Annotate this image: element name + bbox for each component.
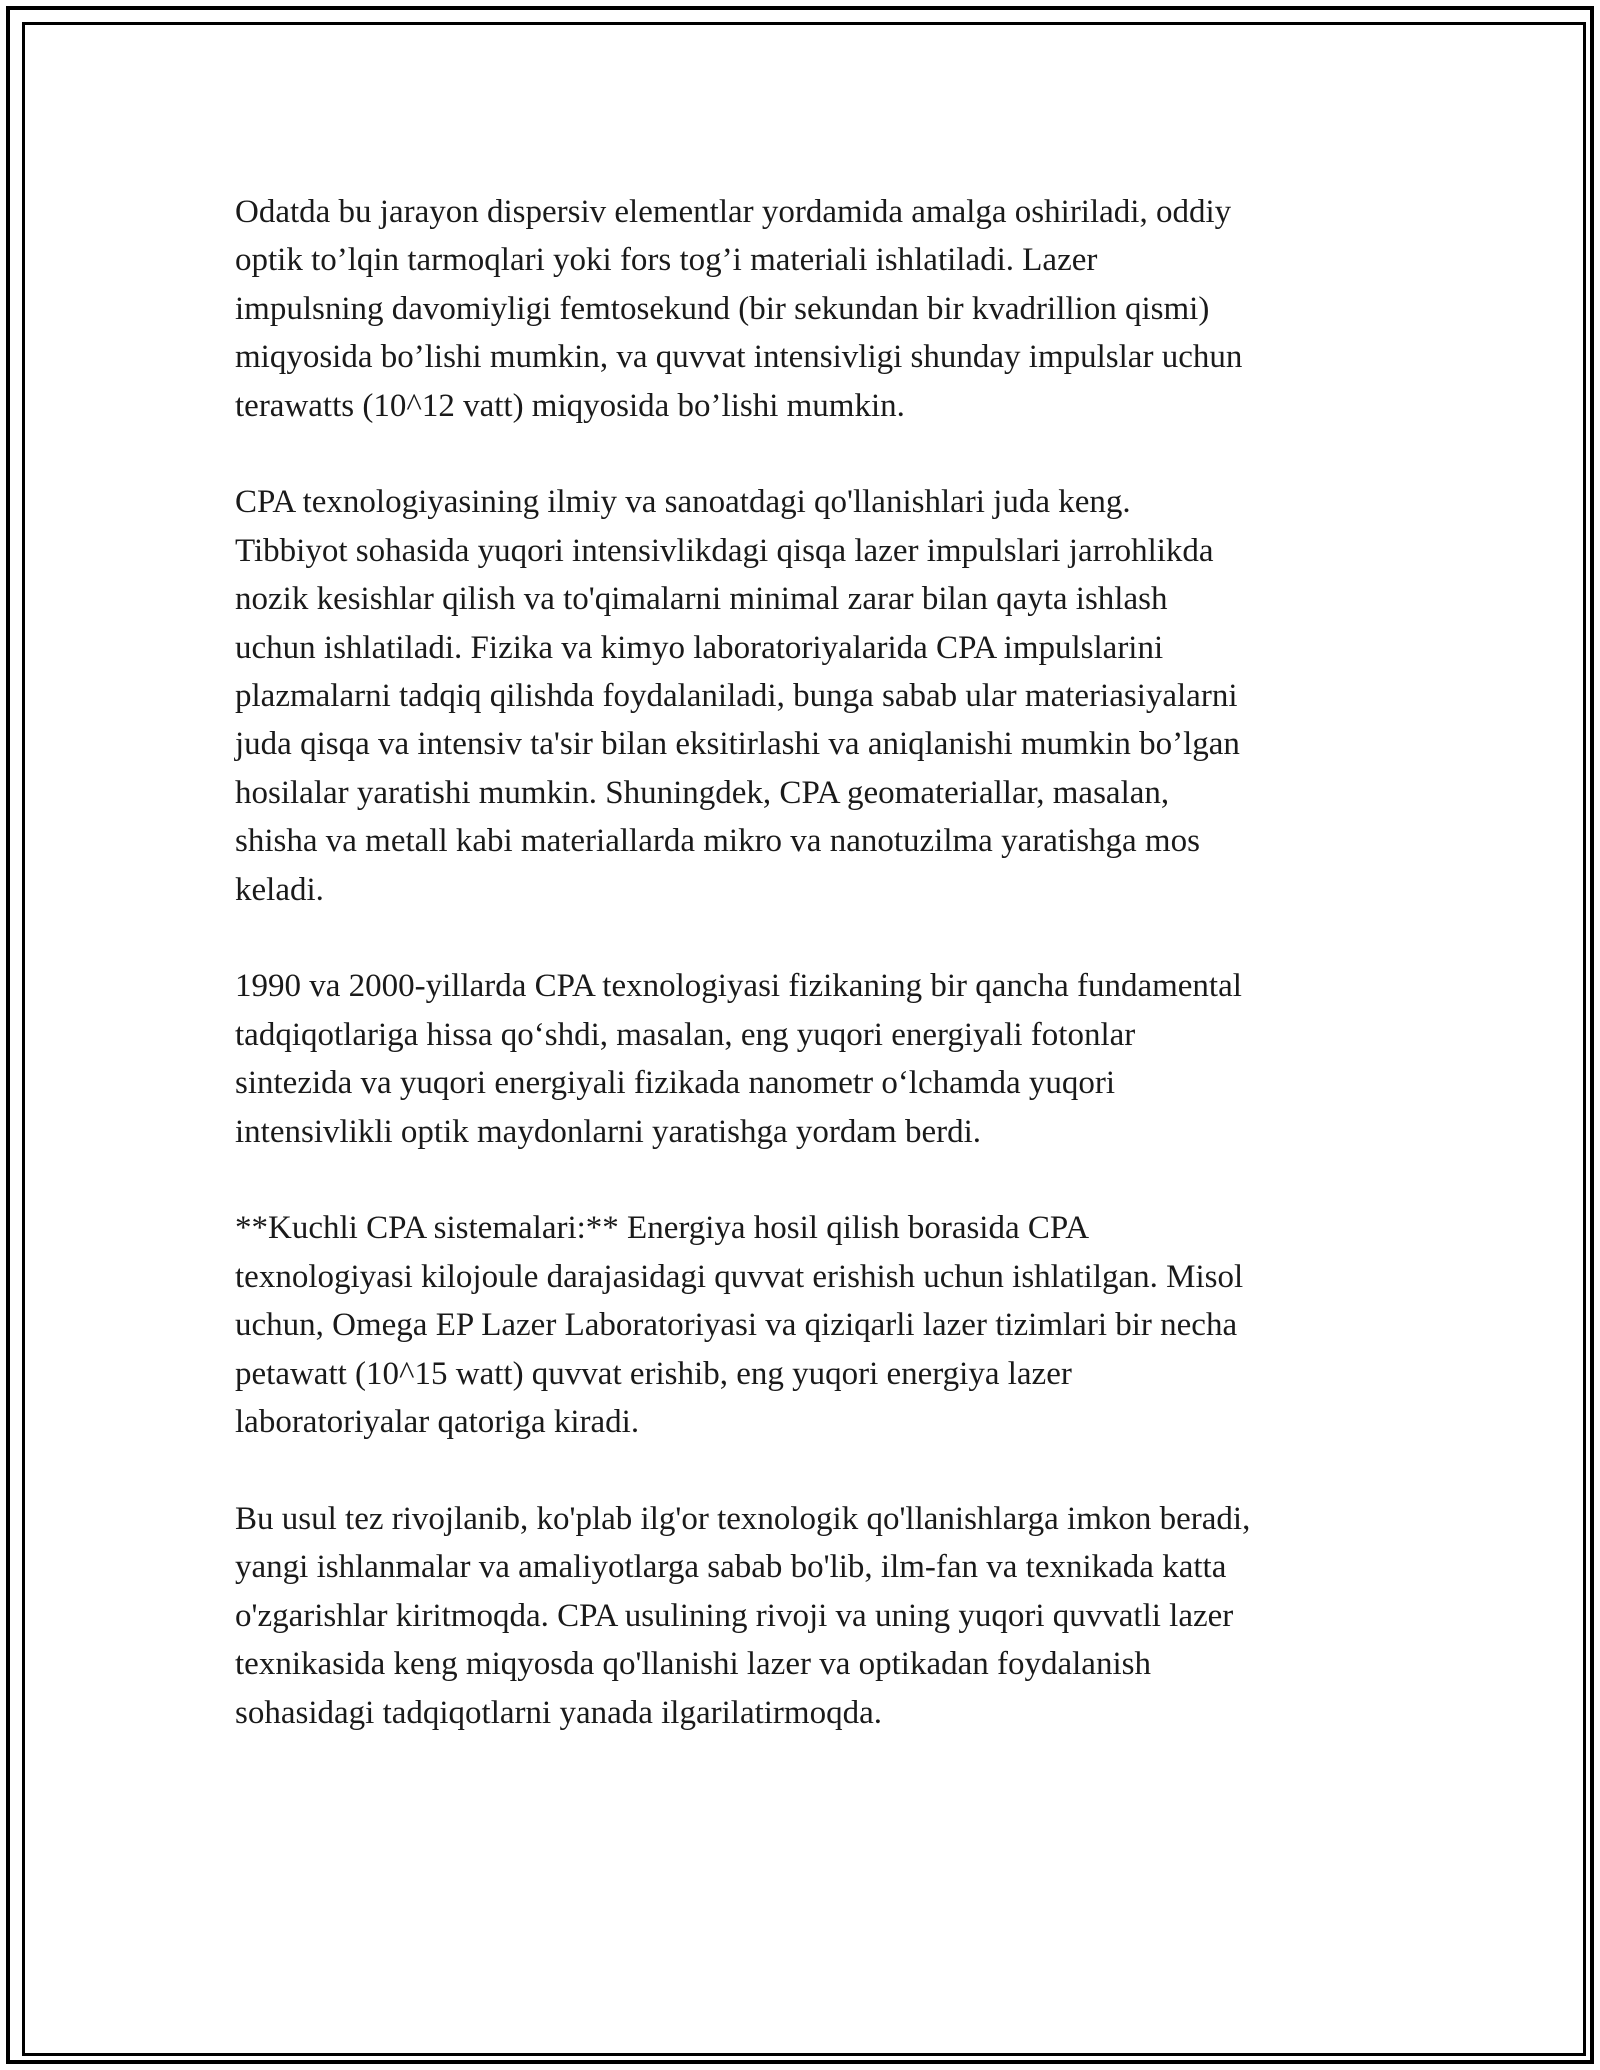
text-line: optik to’lqin tarmoqlari yoki fors tog’i materiali ishlatiladi. Lazer xyxy=(235,242,1098,279)
text-line: sintezida va yuqori energiyali fizikada nanometr o‘lchamda yuqori xyxy=(235,1065,1115,1102)
text-line: **Kuchli CPA sistemalari:** Energiya hosil qilish borasida CPA xyxy=(235,1210,1090,1247)
text-line: Odatda bu jarayon dispersiv elementlar yordamida amalga oshiriladi, oddiy xyxy=(235,194,1232,230)
text-line: uchun ishlatiladi. Fizika va kimyo laboratoriyalarida CPA impulslarini xyxy=(235,629,1164,666)
text-line: hosilalar yaratishi mumkin. Shuningdek, CPA geomateriallar, masalan, xyxy=(235,774,1170,811)
text-line: Bu usul tez rivojlanib, ko'plab ilg'or texnologik qo'llanishlarga imkon beradi, xyxy=(235,1500,1251,1537)
paragraph-2 xyxy=(235,478,1370,914)
text-line: uchun, Omega EP Lazer Laboratoriyasi va qiziqarli lazer tizimlari bir necha xyxy=(235,1307,1238,1344)
text-line: shisha va metall kabi materiallarda mikro va nanotuzilma yaratishga mos xyxy=(235,823,1200,860)
text-line: juda qisqa va intensiv ta'sir bilan eksitirlashi va aniqlanishi mumkin bo’lgan xyxy=(235,726,1240,763)
paragraph-5 xyxy=(235,1495,1370,1737)
text-line: intensivlikli optik maydonlarni yaratishga yordam berdi. xyxy=(235,1113,982,1150)
text-line: CPA texnologiyasining ilmiy va sanoatdagi qo'llanishlari juda keng. xyxy=(235,484,1131,521)
text-line: 1990 va 2000-yillarda CPA texnologiyasi fizikaning bir qancha fundamental xyxy=(235,968,1242,1005)
paragraph-1 xyxy=(235,188,1370,430)
text-line: yangi ishlanmalar va amaliyotlarga sabab bo'lib, ilm-fan va texnikada katta xyxy=(235,1549,1227,1586)
text-line: impulsning davomiyligi femtosekund (bir sekundan bir kvadrillion qismi) xyxy=(235,290,1210,327)
text-line: nozik kesishlar qilish va to'qimalarni minimal zarar bilan qayta ishlash xyxy=(235,581,1168,618)
paragraph-3 xyxy=(235,962,1370,1156)
paragraph-4 xyxy=(235,1204,1370,1446)
text-line: plazmalarni tadqiq qilishda foydalaniladi, bunga sabab ular materiasiyalarni xyxy=(235,678,1238,715)
text-line: tadqiqotlariga hissa qo‘shdi, masalan, eng yuqori energiyali fotonlar xyxy=(235,1016,1136,1053)
text-line: miqyosida bo’lishi mumkin, va quvvat intensivligi shunday impulslar uchun xyxy=(235,339,1243,376)
text-line: texnologiyasi kilojoule darajasidagi quvvat erishish uchun ishlatilgan. Misol xyxy=(235,1258,1244,1295)
text-line: terawatts (10^12 vatt) miqyosida bo’lishi mumkin. xyxy=(235,387,905,424)
text-line: Tibbiyot sohasida yuqori intensivlikdagi qisqa lazer impulslari jarrohlikda xyxy=(235,532,1214,569)
text-line: petawatt (10^15 watt) quvvat erishib, eng yuqori energiya lazer xyxy=(235,1355,1072,1392)
text-line: laboratoriyalar qatoriga kiradi. xyxy=(235,1404,640,1441)
text-line: o'zgarishlar kiritmoqda. CPA usulining rivoji va uning yuqori quvvatli lazer xyxy=(235,1597,1234,1634)
text-line: keladi. xyxy=(235,871,324,908)
text-line: texnikasida keng miqyosda qo'llanishi lazer va optikadan foydalanish xyxy=(235,1646,1151,1683)
document-body xyxy=(235,188,1370,1785)
text-line: sohasidagi tadqiqotlarni yanada ilgarilatirmoqda. xyxy=(235,1694,882,1731)
